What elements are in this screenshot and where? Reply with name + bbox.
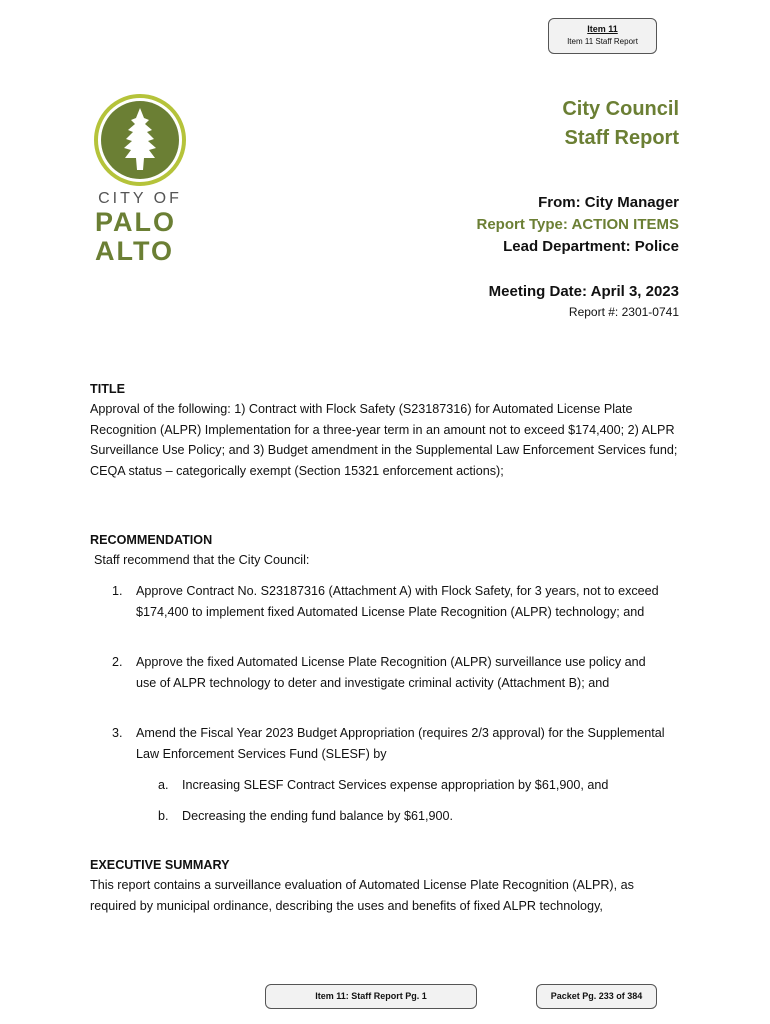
- list-item-number: 1.: [112, 584, 123, 598]
- logo-palo: PALO: [95, 207, 176, 237]
- item-badge: [548, 18, 657, 54]
- list-item-text: Approve the fixed Automated License Plate Recognition (ALPR) surveillance use policy and use of ALPR technology to deter and investigate criminal activity (Attachment B); and: [136, 655, 646, 690]
- list-item-number: 3.: [112, 726, 123, 740]
- recommendation-intro: Staff recommend that the City Council:: [94, 553, 310, 567]
- executive-summary-heading: EXECUTIVE SUMMARY: [90, 858, 230, 872]
- item-badge-title: Item 11: [587, 24, 618, 34]
- tree-seal-icon: [92, 92, 188, 188]
- report-number: Report #: 2301-0741: [568, 305, 679, 319]
- report-title-line1: City Council: [562, 98, 679, 120]
- report-title-line2: Staff Report: [564, 127, 679, 149]
- footer-packet-page: Packet Pg. 233 of 384: [536, 984, 657, 1009]
- sub-list-item-text: Decreasing the ending fund balance by $61,900.: [182, 809, 453, 823]
- meeting-date: Meeting Date: April 3, 2023: [488, 283, 679, 300]
- list-item-number: 2.: [112, 655, 123, 669]
- recommendation-heading: RECOMMENDATION: [90, 533, 213, 547]
- item-badge-subtitle: Item 11 Staff Report: [567, 37, 638, 46]
- title-text: Approval of the following: 1) Contract with Flock Safety (S23187316) for Automated License Plate Recognition (ALPR) Implementation for a three-year term in an amount not to exceed $174,400; 2) ALPR Surveillance Use Policy; and 3) Budget amendment in the Supplemental Law Enforcement Services fund; CEQA status – categorically exempt (Section 15321 enforcement actions);: [90, 402, 678, 478]
- logo-alto: ALTO: [95, 236, 174, 266]
- footer-staff-report-page: Item 11: Staff Report Pg. 1: [265, 984, 477, 1009]
- lead-department-line: Lead Department: Police: [503, 238, 679, 255]
- executive-summary-text: This report contains a surveillance evaluation of Automated License Plate Recognition (ALPR), as required by municipal ordinance, describing the uses and benefits of fixed ALPR technology,: [90, 878, 634, 913]
- city-logo: [92, 92, 188, 267]
- sub-list-item-letter: b.: [158, 809, 169, 823]
- from-line: From: City Manager: [538, 194, 679, 211]
- report-type-line: Report Type: ACTION ITEMS: [476, 216, 679, 233]
- list-item-text: Approve Contract No. S23187316 (Attachment A) with Flock Safety, for 3 years, not to exceed $174,400 to implement fixed Automated License Plate Recognition (ALPR) technology; and: [136, 584, 659, 619]
- report-meta: [477, 192, 680, 258]
- sub-list-item-letter: a.: [158, 778, 169, 792]
- logo-city-of: CITY OF: [98, 190, 182, 207]
- list-item-text: Amend the Fiscal Year 2023 Budget Appropriation (requires 2/3 approval) for the Supplemental Law Enforcement Services Fund (SLESF) by: [136, 726, 665, 761]
- title-heading: TITLE: [90, 382, 125, 396]
- sub-list-item-text: Increasing SLESF Contract Services expense appropriation by $61,900, and: [182, 778, 609, 792]
- report-title: [562, 95, 679, 153]
